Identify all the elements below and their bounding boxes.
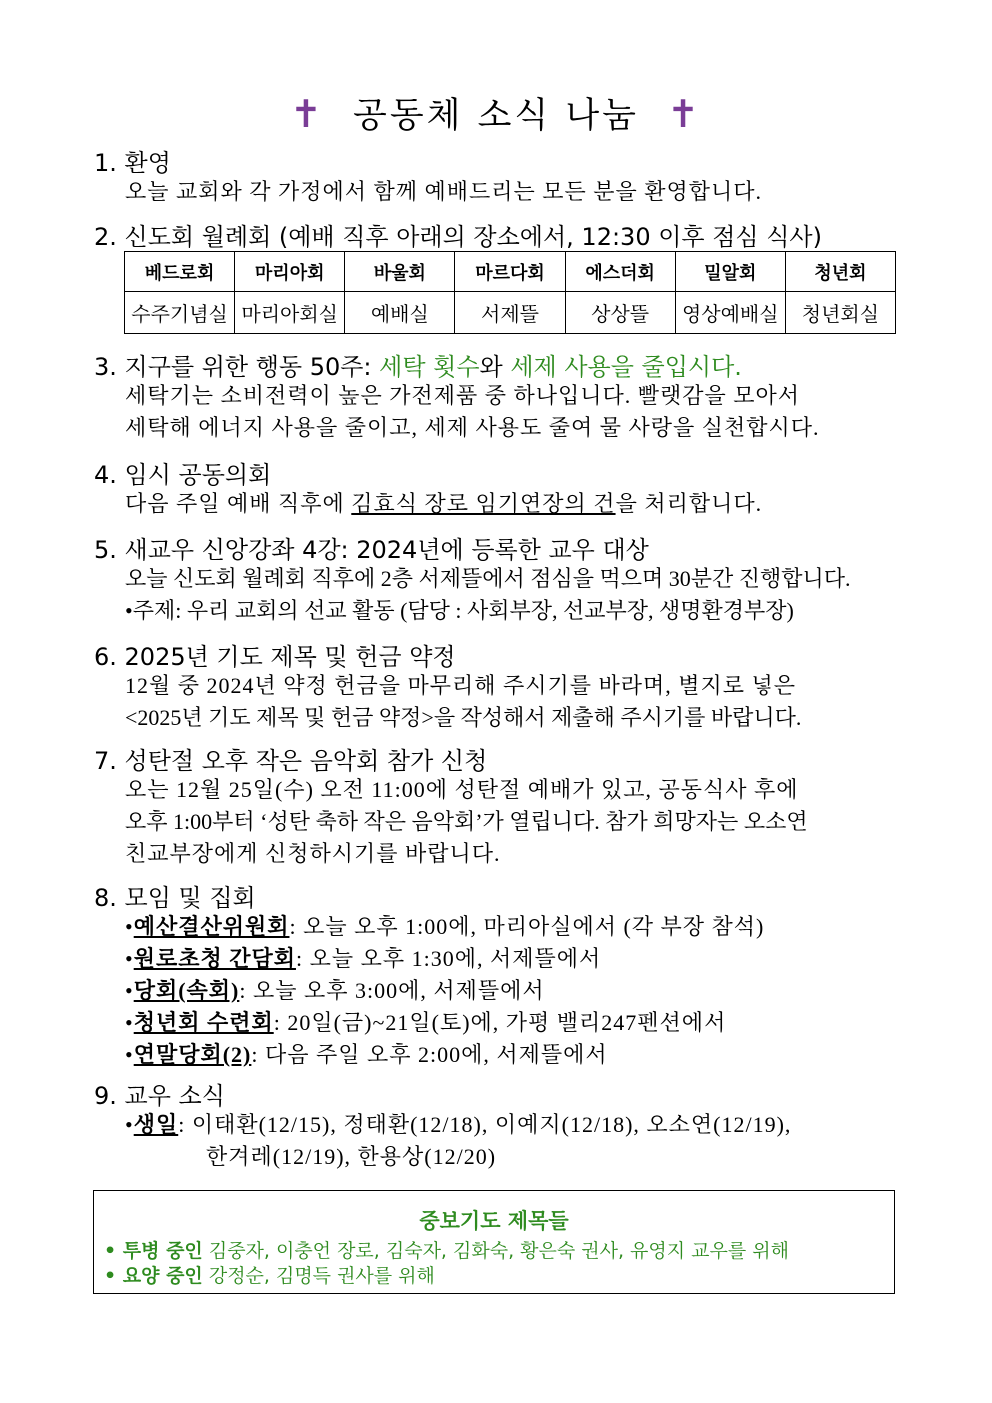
birthday-list: : 이태환(12/15), 정태환(12/18), 이예지(12/18), 오소연(12/19), (178, 1112, 792, 1137)
section-6-heading: 6. 2025년 기도 제목 및 헌금 약정 (94, 643, 456, 671)
birthday-label: 생일 (133, 1112, 179, 1137)
section-7-line: 오후 1:00부터 ‘성탄 축하 작은 음악회’가 열립니다. 참가 희망자는 오소연 (125, 809, 808, 834)
table-cell: 수주기념실 (125, 292, 235, 334)
meeting-name: 원로초청 간담회 (133, 946, 296, 971)
section-4-text: 다음 주일 예배 직후에 (125, 491, 352, 516)
table-header-row (125, 252, 896, 292)
section-9-heading: 9. 교우 소식 (94, 1082, 225, 1110)
section-1-heading: 1. 환영 (94, 149, 171, 177)
section-3-heading (94, 347, 742, 382)
meeting-detail: : 오늘 오후 1:30에, 서제뜰에서 (295, 946, 602, 971)
cross-icon: ✝ (667, 92, 702, 136)
list-item: •원로초청 간담회: 오늘 오후 1:30에, 서제뜰에서 (125, 946, 602, 971)
birthday-line: 한겨레(12/19), 한용상(12/20) (206, 1144, 497, 1169)
table-header-cell: 마리아회 (235, 252, 345, 292)
section-8-heading: 8. 모임 및 집회 (94, 884, 256, 912)
section-7-line: 친교부장에게 신청하시기를 바랍니다. (125, 841, 501, 866)
meeting-name: 당회(속회) (133, 978, 240, 1003)
birthday-line: •생일: 이태환(12/15), 정태환(12/18), 이예지(12/18), 오소연(12/19), (125, 1112, 792, 1137)
agenda-item: 김효식 장로 임기연장의 건 (351, 491, 616, 516)
meeting-detail: : 다음 주일 오후 2:00에, 서제뜰에서 (251, 1042, 608, 1067)
section-4-text: 을 처리합니다. (615, 491, 763, 516)
meeting-name: 예산결산위원회 (133, 914, 290, 939)
table-cell: 예배실 (345, 292, 455, 334)
table-cell: 상상뜰 (565, 292, 675, 334)
prayer-box (93, 1190, 895, 1294)
prayer-item (104, 1236, 789, 1263)
prayer-item (104, 1261, 435, 1288)
table-header-cell: 밀알회 (675, 252, 785, 292)
meeting-rooms-table (124, 251, 896, 334)
list-item: •당회(속회): 오늘 오후 3:00에, 서제뜰에서 (125, 978, 545, 1003)
prayer-item-text: 김중자, 이충언 장로, 김숙자, 김화숙, 황은숙 권사, 유영지 교우를 위해 (202, 1240, 789, 1262)
section-2-heading: 2. 신도회 월례회 (예배 직후 아래의 장소에서, 12:30 이후 점심 식사) (94, 223, 822, 251)
section-7-heading: 7. 성탄절 오후 작은 음악회 참가 신청 (94, 747, 488, 775)
page-title-text: 공동체 소식 나눔 (353, 96, 639, 136)
section-5-heading: 5. 새교우 신앙강좌 4강: 2024년에 등록한 교우 대상 (94, 536, 649, 564)
table-cell: 마리아회실 (235, 292, 345, 334)
section-5-line: •주제: 우리 교회의 선교 활동 (담당 : 사회부장, 선교부장, 생명환경부장) (125, 598, 794, 623)
table-header-cell: 베드로회 (125, 252, 235, 292)
table-header-cell: 바울회 (345, 252, 455, 292)
list-item: •연말당회(2): 다음 주일 오후 2:00에, 서제뜰에서 (125, 1042, 608, 1067)
list-item: •예산결산위원회: 오늘 오후 1:00에, 마리아실에서 (각 부장 참석) (125, 914, 765, 939)
section-3-line: 세탁기는 소비전력이 높은 가전제품 중 하나입니다. 빨랫감을 모아서 (125, 383, 801, 408)
prayer-item-text: 강정순, 김명득 권사를 위해 (202, 1265, 435, 1287)
prayer-item-label: • 투병 중인 (104, 1240, 203, 1262)
section-4-heading: 4. 임시 공동의회 (94, 461, 272, 489)
section-7-line: 오는 12월 25일(수) 오전 11:00에 성탄절 예배가 있고, 공동식사 후에 (125, 777, 799, 802)
section-1-line: 오늘 교회와 각 가정에서 함께 예배드리는 모든 분을 환영합니다. (125, 179, 763, 204)
meeting-name: 연말당회(2) (133, 1042, 252, 1067)
section-6-line: <2025년 기도 제목 및 헌금 약정>을 작성해서 제출해 주시기를 바랍니다. (125, 705, 802, 730)
prayer-item-label: • 요양 중인 (104, 1265, 203, 1287)
highlight-text: 세제 사용을 줄입시다. (510, 353, 742, 381)
prayer-title: 중보기도 제목들 (419, 1209, 569, 1233)
table-header-cell: 에스더회 (565, 252, 675, 292)
page-title (0, 88, 992, 138)
meeting-detail: : 오늘 오후 1:00에, 마리아실에서 (각 부장 참석) (289, 914, 765, 939)
table-header-cell: 마르다회 (455, 252, 565, 292)
cross-icon: ✝ (290, 92, 325, 136)
table-row (125, 292, 896, 334)
section-3-heading-text: 3. 지구를 위한 행동 50주: (94, 353, 380, 381)
meeting-detail: : 20일(금)~21일(토)에, 가평 밸리247펜션에서 (273, 1010, 727, 1035)
table-header-cell: 청년회 (785, 252, 895, 292)
meeting-name: 청년회 수련회 (133, 1010, 274, 1035)
table-cell: 영상예배실 (675, 292, 785, 334)
section-6-line: 12월 중 2024년 약정 헌금을 마무리해 주시기를 바라며, 별지로 넣은 (125, 673, 797, 698)
section-3-line: 세탁해 에너지 사용을 줄이고, 세제 사용도 줄여 물 사랑을 실천합시다. (125, 415, 820, 440)
section-3-heading-text: 와 (479, 353, 511, 381)
table-cell: 청년회실 (785, 292, 895, 334)
table-cell: 서제뜰 (455, 292, 565, 334)
highlight-text: 세탁 횟수 (379, 353, 480, 381)
meeting-detail: : 오늘 오후 3:00에, 서제뜰에서 (239, 978, 545, 1003)
section-5-line: 오늘 신도회 월례회 직후에 2층 서제뜰에서 점심을 먹으며 30분간 진행합니다. (125, 566, 851, 591)
section-4-line (125, 487, 762, 518)
list-item: •청년회 수련회: 20일(금)~21일(토)에, 가평 밸리247펜션에서 (125, 1010, 727, 1035)
